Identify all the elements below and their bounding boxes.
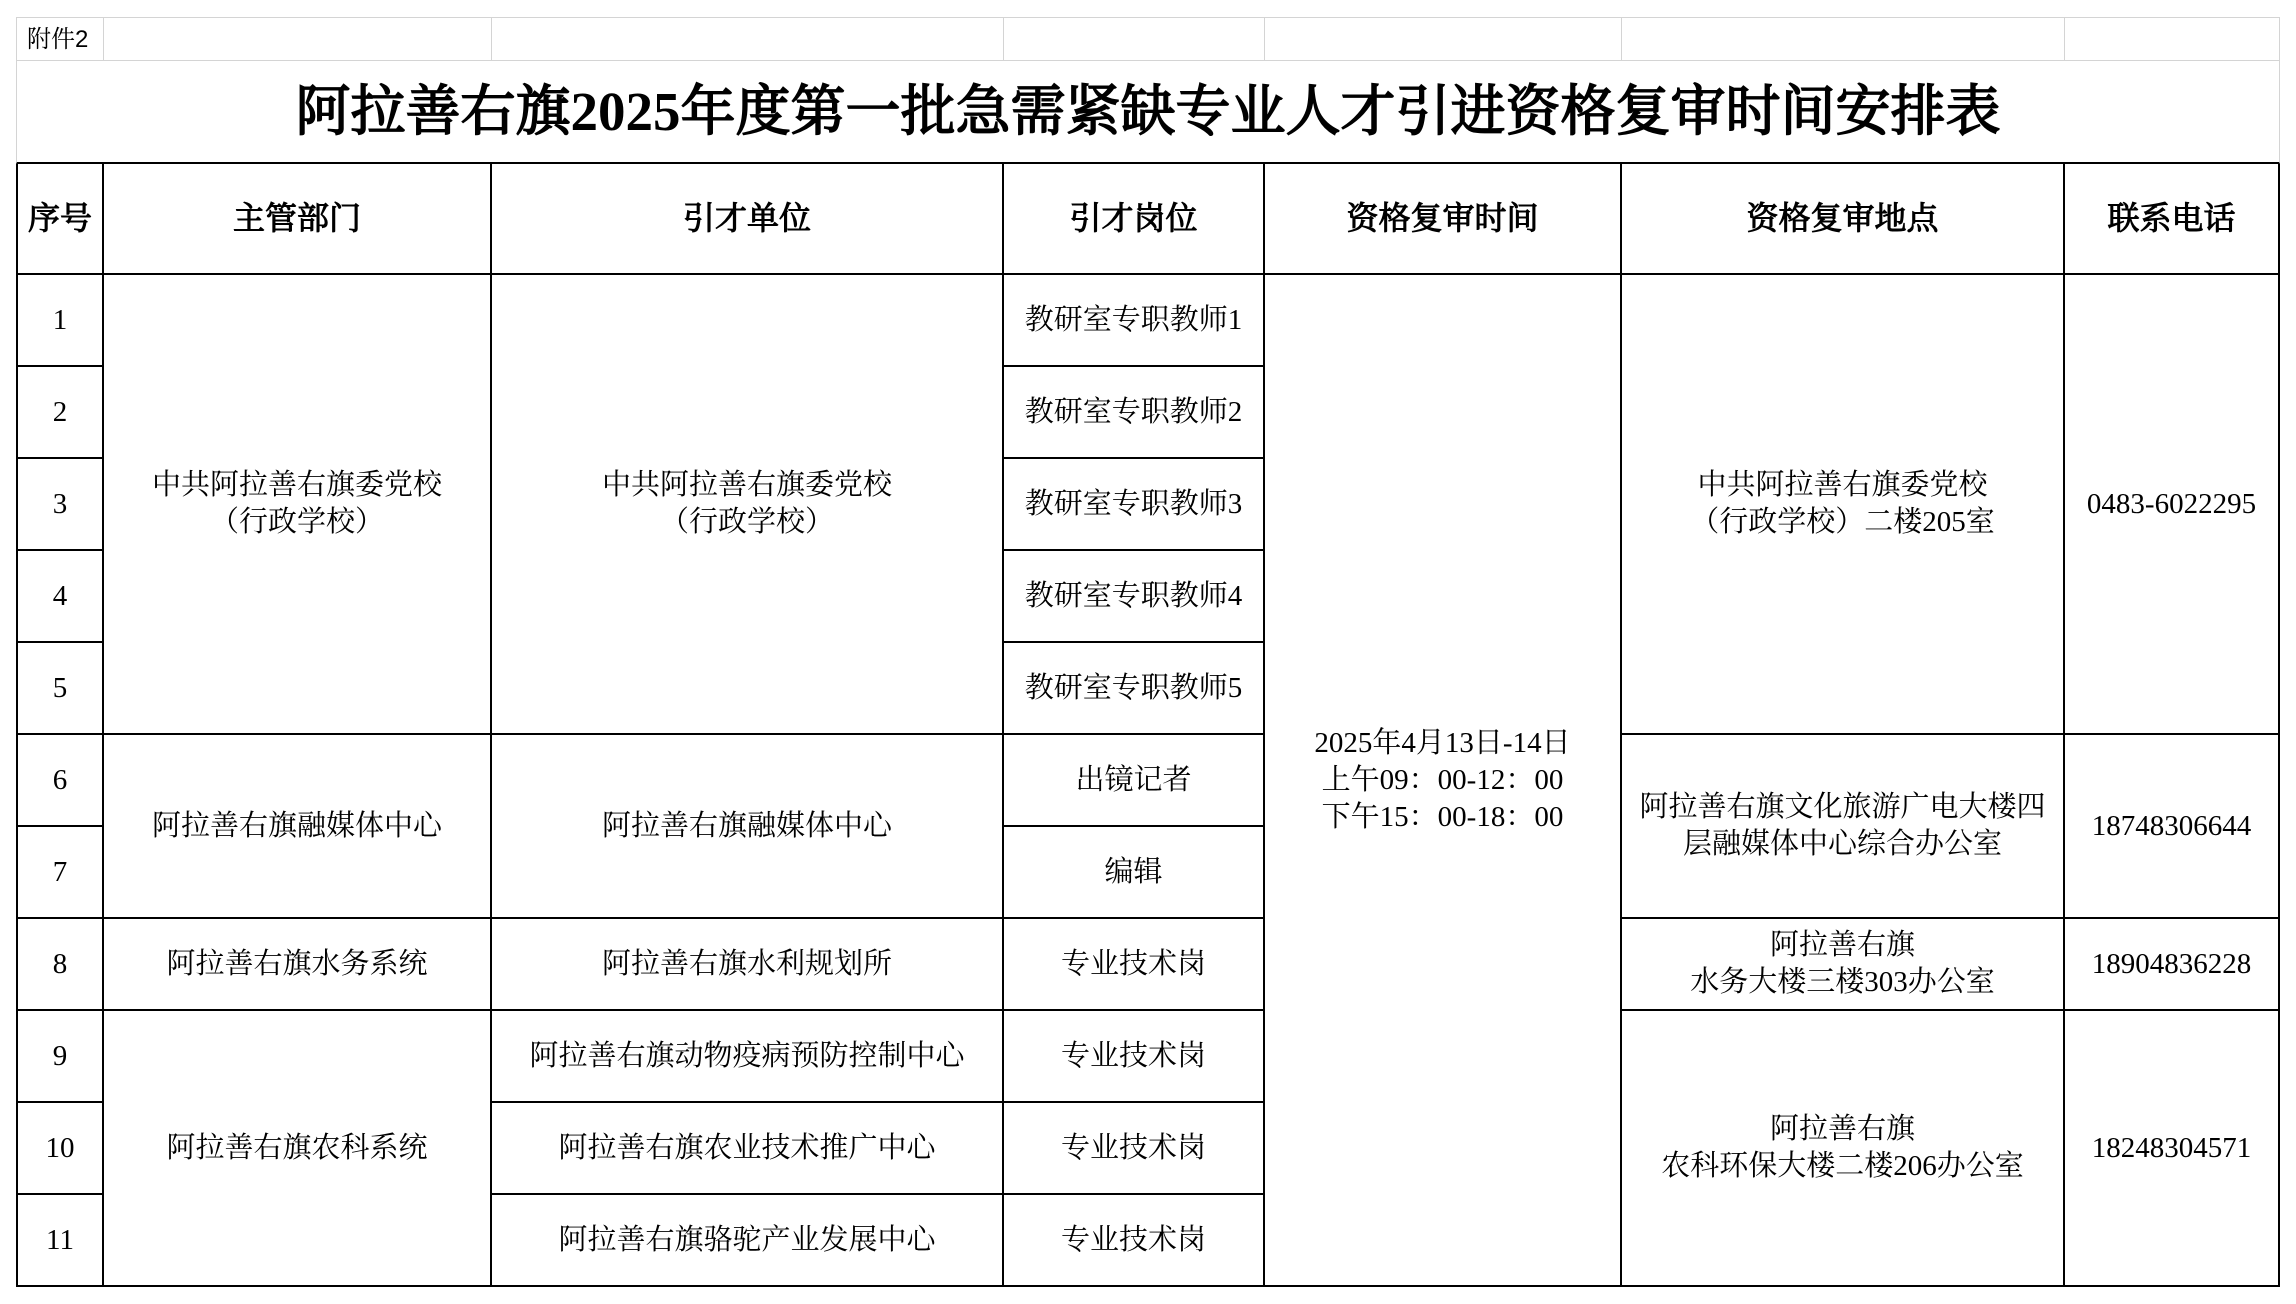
unit-line: 阿拉善右旗农业技术推广中心	[558, 1131, 936, 1164]
unit-cell	[492, 919, 1004, 1011]
attachment-label: 附件2	[27, 25, 89, 53]
seq-cell: 2	[16, 367, 104, 459]
unit-line: （行政学校）	[659, 506, 834, 538]
location-line: 阿拉善右旗	[1769, 929, 1915, 961]
department-cell	[104, 735, 492, 919]
department-line: （行政学校）	[209, 506, 384, 538]
phone-cell: 18248304571	[2065, 1011, 2280, 1287]
unit-line: 阿拉善右旗融媒体中心	[601, 809, 892, 842]
location-line: 层融媒体中心综合办公室	[1682, 828, 2002, 860]
phone-cell: 18904836228	[2065, 919, 2280, 1011]
location-line: （行政学校）二楼205室	[1690, 506, 1995, 538]
unit-cell	[492, 1103, 1004, 1195]
seq-cell: 5	[16, 643, 104, 735]
empty-cell	[492, 17, 1004, 61]
phone-cell: 0483-6022295	[2065, 275, 2280, 735]
location-line: 阿拉善右旗文化旅游广电大楼四	[1639, 791, 2046, 823]
location-cell	[1622, 275, 2065, 735]
location-line: 中共阿拉善右旗委党校	[1697, 469, 1988, 501]
empty-cell	[1622, 17, 2065, 61]
unit-cell	[492, 735, 1004, 919]
review-time-cell	[1265, 275, 1622, 1287]
seq-cell: 9	[16, 1011, 104, 1103]
attachment-cell	[16, 17, 104, 61]
department-cell	[104, 919, 492, 1011]
position-cell: 出镜记者	[1004, 735, 1265, 827]
seq-cell: 1	[16, 275, 104, 367]
unit-cell	[492, 1195, 1004, 1287]
department-line: 阿拉善右旗融媒体中心	[151, 809, 442, 842]
department-cell	[104, 275, 492, 735]
header-review-time: 资格复审时间	[1265, 164, 1622, 275]
phone-cell: 18748306644	[2065, 735, 2280, 919]
department-cell	[104, 1011, 492, 1287]
position-cell: 教研室专职教师5	[1004, 643, 1265, 735]
header-unit: 引才单位	[492, 164, 1004, 275]
review-morning-line: 上午09：00-12：00	[1321, 763, 1564, 796]
location-line: 阿拉善右旗	[1769, 1113, 1915, 1145]
department-line: 阿拉善右旗水务系统	[166, 947, 428, 980]
header-department: 主管部门	[104, 164, 492, 275]
position-cell: 专业技术岗	[1004, 1103, 1265, 1195]
unit-line: 中共阿拉善右旗委党校	[601, 469, 892, 501]
empty-cell	[2065, 17, 2280, 61]
seq-cell: 11	[16, 1195, 104, 1287]
position-cell: 专业技术岗	[1004, 1011, 1265, 1103]
unit-cell	[492, 1011, 1004, 1103]
position-cell: 教研室专职教师3	[1004, 459, 1265, 551]
empty-cell	[1265, 17, 1622, 61]
unit-line: 阿拉善右旗动物疫病预防控制中心	[529, 1039, 965, 1072]
seq-cell: 4	[16, 551, 104, 643]
position-cell: 教研室专职教师4	[1004, 551, 1265, 643]
unit-cell	[492, 275, 1004, 735]
seq-cell: 10	[16, 1103, 104, 1195]
header-position: 引才岗位	[1004, 164, 1265, 275]
seq-cell: 3	[16, 459, 104, 551]
review-date-line: 2025年4月13日-14日	[1314, 726, 1571, 759]
empty-cell	[104, 17, 492, 61]
department-line: 中共阿拉善右旗委党校	[151, 469, 442, 501]
position-cell: 教研室专职教师2	[1004, 367, 1265, 459]
header-review-location: 资格复审地点	[1622, 164, 2065, 275]
seq-cell: 8	[16, 919, 104, 1011]
empty-cell	[1004, 17, 1265, 61]
review-afternoon-line: 下午15：00-18：00	[1321, 800, 1564, 833]
location-line: 水务大楼三楼303办公室	[1690, 966, 1995, 998]
position-cell: 编辑	[1004, 827, 1265, 919]
header-phone: 联系电话	[2065, 164, 2280, 275]
position-cell: 教研室专职教师1	[1004, 275, 1265, 367]
position-cell: 专业技术岗	[1004, 1195, 1265, 1287]
position-cell: 专业技术岗	[1004, 919, 1265, 1011]
location-line: 农科环保大楼二楼206办公室	[1661, 1150, 2024, 1182]
review-schedule-table	[16, 17, 2280, 1287]
unit-line: 阿拉善右旗骆驼产业发展中心	[558, 1223, 936, 1256]
table-title: 阿拉善右旗2025年度第一批急需紧缺专业人才引进资格复审时间安排表	[16, 61, 2280, 164]
location-cell	[1622, 919, 2065, 1011]
location-cell	[1622, 1011, 2065, 1287]
unit-line: 阿拉善右旗水利规划所	[601, 947, 892, 980]
department-line: 阿拉善右旗农科系统	[166, 1131, 428, 1164]
header-seq: 序号	[16, 164, 104, 275]
seq-cell: 7	[16, 827, 104, 919]
seq-cell: 6	[16, 735, 104, 827]
location-cell	[1622, 735, 2065, 919]
